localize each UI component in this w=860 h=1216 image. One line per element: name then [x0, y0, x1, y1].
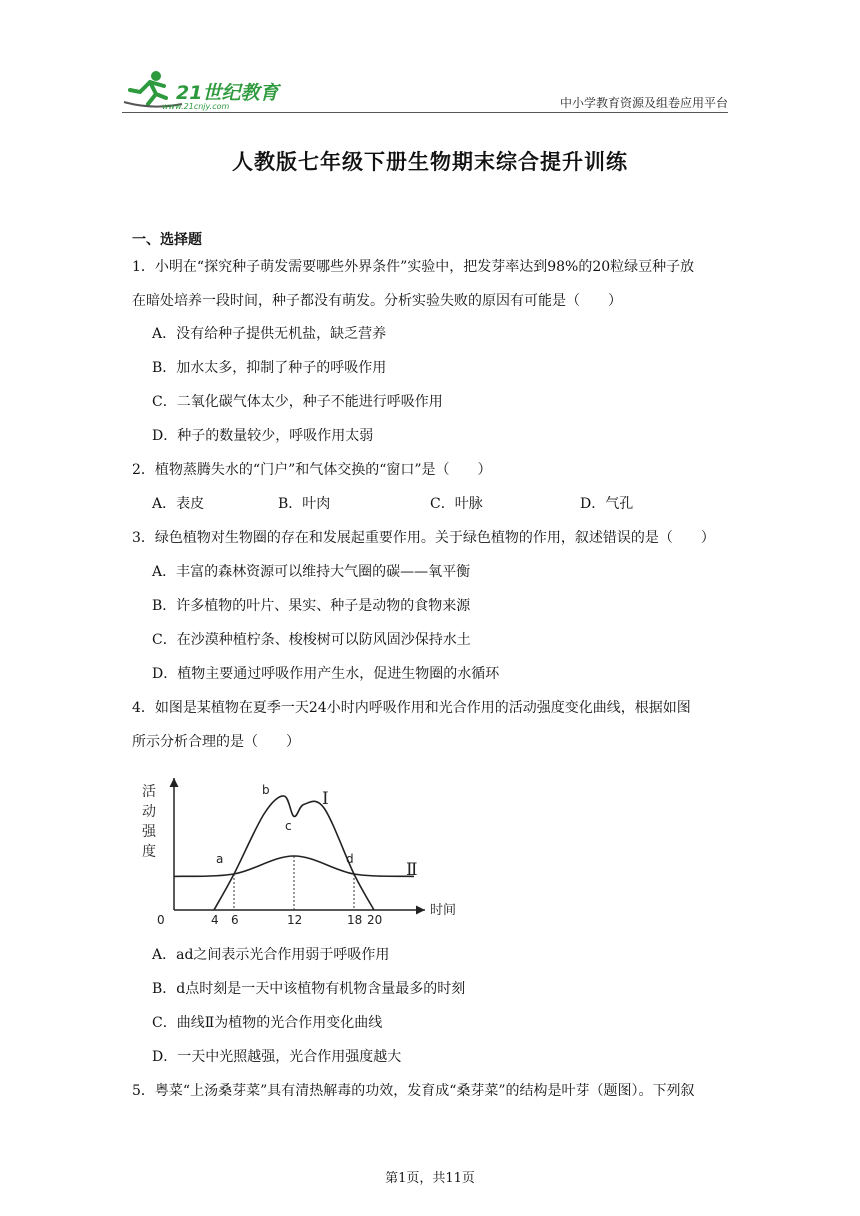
question-3-option-c: C．在沙漠种植柠条、梭梭树可以防风固沙保持水土: [152, 632, 471, 648]
question-4-line-1: 4．如图是某植物在夏季一天24小时内呼吸作用和光合作用的活动强度变化曲线，根据如图: [132, 700, 691, 716]
point-label-c: c: [285, 819, 292, 833]
question-4-option-d: D．一天中光照越强，光合作用强度越大: [152, 1049, 402, 1065]
series-2-label: Ⅱ: [406, 860, 418, 880]
section-heading: 一、选择题: [132, 232, 202, 248]
platform-name: 中小学教育资源及组卷应用平台: [559, 96, 728, 110]
series-1-label: Ⅰ: [322, 789, 329, 809]
point-label-d: d: [346, 852, 354, 866]
question-1-option-c: C．二氧化碳气体太少，种子不能进行呼吸作用: [152, 394, 443, 410]
y-axis-label-char: 度: [142, 844, 156, 860]
question-5-line-1: 5．粤菜“上汤桑芽菜”具有清热解毒的功效，发育成“桑芽菜”的结构是叶芽（题图）。下列叙: [132, 1083, 695, 1099]
question-2-option-a: A．表皮: [152, 496, 205, 512]
logo-text: 21世纪教育: [176, 82, 279, 104]
x-tick-label: 12: [287, 913, 303, 927]
question-3-option-d: D．植物主要通过呼吸作用产生水，促进生物圈的水循环: [152, 666, 500, 682]
activity-intensity-chart: [130, 770, 470, 930]
y-axis-label-char: 活: [142, 784, 156, 800]
question-1-option-a: A．没有给种子提供无机盐，缺乏营养: [152, 326, 387, 342]
question-3-line-1: 3．绿色植物对生物圈的存在和发展起重要作用。关于绿色植物的作用，叙述错误的是（ ）: [132, 530, 715, 546]
question-1-option-b: B．加水太多，抑制了种子的呼吸作用: [152, 360, 387, 376]
point-label-a: a: [216, 852, 224, 866]
question-4-option-a: A．ad之间表示光合作用弱于呼吸作用: [152, 947, 390, 963]
question-4-option-b: B．d点时刻是一天中该植物有机物含量最多的时刻: [152, 981, 466, 997]
question-4-line-2: 所示分析合理的是（ ）: [132, 734, 300, 750]
question-2-line-1: 2．植物蒸腾失水的“门户”和气体交换的“窗口”是（ ）: [132, 462, 492, 478]
point-label-b: b: [262, 783, 270, 797]
y-axis-label-char: 强: [142, 824, 156, 840]
header-divider: [122, 112, 728, 113]
logo-url: www.21cnjy.com: [162, 102, 230, 111]
x-tick-label: 0: [157, 913, 165, 927]
page-header: [122, 64, 728, 114]
x-tick-label: 6: [231, 913, 239, 927]
x-axis-label: 时间: [430, 903, 457, 918]
page-footer: 第1页，共11页: [385, 1171, 475, 1186]
question-4-option-c: C．曲线Ⅱ为植物的光合作用变化曲线: [152, 1015, 383, 1031]
question-1-line-2: 在暗处培养一段时间，种子都没有萌发。分析实验失败的原因有可能是（ ）: [132, 293, 622, 309]
question-2-option-c: C．叶脉: [430, 496, 483, 512]
question-3-option-b: B．许多植物的叶片、果实、种子是动物的食物来源: [152, 598, 471, 614]
question-2-option-d: D．气孔: [580, 496, 634, 512]
x-tick-label: 18: [347, 913, 363, 927]
question-2-option-b: B．叶肉: [278, 496, 331, 512]
question-1-option-d: D．种子的数量较少，呼吸作用太弱: [152, 428, 374, 444]
page-title: 人教版七年级下册生物期末综合提升训练: [232, 150, 628, 174]
question-1-line-1: 1．小明在“探究种子萌发需要哪些外界条件”实验中，把发芽率达到98%的20粒绿豆种子放: [132, 259, 695, 275]
x-tick-label: 4: [211, 913, 219, 927]
question-3-option-a: A．丰富的森林资源可以维持大气圈的碳——氧平衡: [152, 564, 471, 580]
x-tick-label: 20: [367, 913, 383, 927]
y-axis-label-char: 动: [142, 804, 156, 820]
y-axis-label: [142, 784, 157, 860]
